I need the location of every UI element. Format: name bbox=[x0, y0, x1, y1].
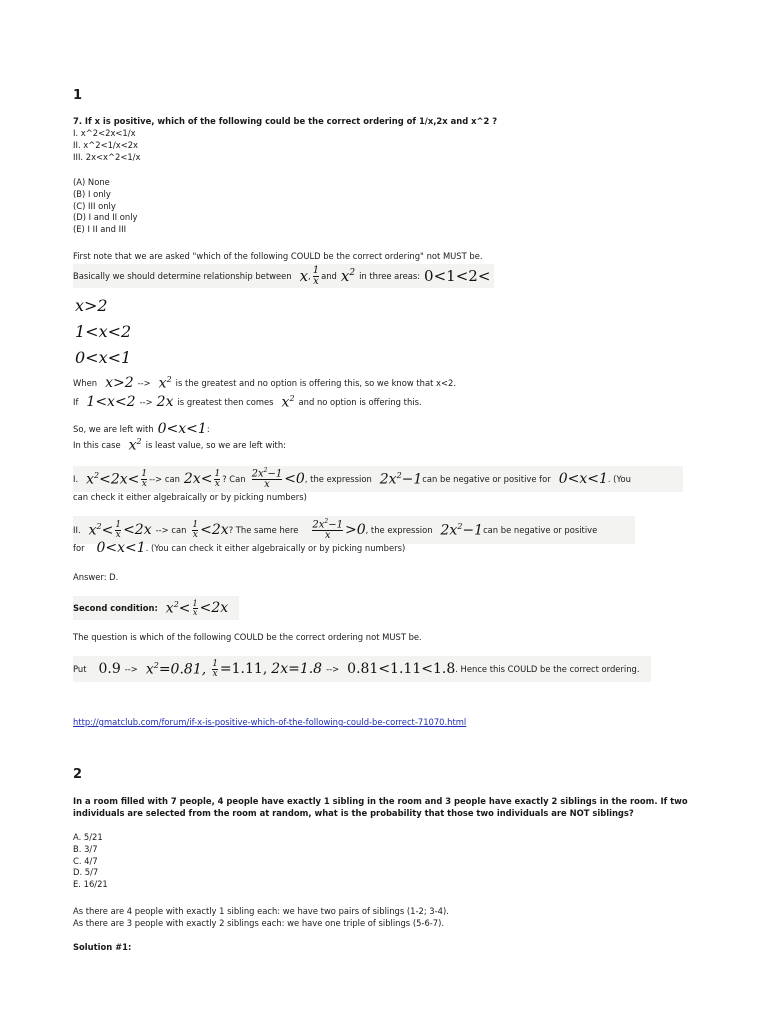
fraction-numerator: 1 bbox=[192, 519, 199, 530]
math-fraction bbox=[214, 470, 220, 489]
solution-heading: Solution #1: bbox=[73, 942, 132, 952]
math-fraction bbox=[193, 600, 198, 617]
put-line bbox=[73, 656, 651, 682]
relationship-line: Basically we should determine relationship between x , $\frac{1}{x}$ and $x^2$ in three areas: 0<1<2< bbox=[73, 264, 494, 288]
answer-text: Answer: D. bbox=[73, 572, 119, 582]
math-expression: $2x^2-1$ bbox=[440, 521, 484, 539]
fraction-numerator: $2x^2-1$ bbox=[251, 466, 283, 480]
fraction-denominator: x bbox=[212, 668, 218, 679]
math-condition: 0<x<1 bbox=[157, 421, 207, 437]
if-label: If bbox=[73, 397, 79, 408]
put-tail: . Hence this COULD be the correct ordering. bbox=[455, 664, 640, 674]
option-item: C. 4/7 bbox=[73, 855, 98, 866]
option-item: A. 5/21 bbox=[73, 832, 103, 842]
option-item: (D) I and II only bbox=[73, 212, 138, 223]
math-2x: 2x bbox=[156, 394, 174, 411]
option-item: B. 3/7 bbox=[73, 843, 98, 854]
math-x-squared: $x^2$ bbox=[340, 267, 356, 285]
option-item: D. 5/7 bbox=[73, 867, 99, 878]
question-text: 7. If x is positive, which of the following could be the correct ordering of 1/x,2x and x^2 ? bbox=[73, 116, 498, 126]
fraction-denominator: x bbox=[252, 479, 283, 490]
section-number: 2 bbox=[73, 767, 83, 782]
question-text bbox=[73, 796, 688, 820]
math-fraction bbox=[313, 266, 319, 287]
fraction-denominator: x bbox=[115, 529, 121, 540]
case-ii-label: II. bbox=[73, 525, 81, 535]
math-expression: 2x=1.8 bbox=[271, 661, 323, 677]
math-area: x>2 bbox=[75, 296, 108, 315]
same-text: ? The same here bbox=[228, 525, 299, 535]
case-line bbox=[73, 437, 286, 454]
fraction-numerator: 1 bbox=[192, 598, 198, 608]
fraction-denominator: x bbox=[192, 607, 198, 617]
options-list bbox=[73, 177, 138, 236]
options-list bbox=[73, 832, 108, 891]
explanation bbox=[73, 906, 449, 930]
math-expression: $x^2=0.81$, bbox=[145, 660, 207, 678]
statement-item: III. 2x<x^2<1/x bbox=[73, 151, 141, 162]
negpos-text: can be negative or positive for bbox=[422, 474, 551, 484]
math-fraction bbox=[141, 470, 147, 489]
forum-link[interactable]: http://gmatclub.com/forum/if-x-is-positive-which-of-the-following-could-be-correct-71070.html bbox=[73, 717, 467, 727]
math-x-squared: $x^2$ bbox=[158, 375, 172, 392]
if-text-post: and no option is offering this. bbox=[298, 397, 422, 408]
case-i-line bbox=[73, 466, 683, 492]
question-line: individuals are selected from the room at random, what is the probability that those two individuals are NOT siblings? bbox=[73, 807, 634, 818]
math-expression: <2x bbox=[199, 600, 229, 616]
fraction-numerator: 1 bbox=[312, 264, 320, 276]
math-expression: <2x bbox=[123, 522, 152, 538]
math-expression: =1.11, bbox=[219, 661, 268, 677]
case-ii-tail-line bbox=[73, 540, 405, 556]
fraction-denominator: x bbox=[141, 478, 147, 489]
math-value: 0.9 bbox=[98, 661, 121, 677]
when-text: is the greatest and no option is offering this, so we know that x<2. bbox=[175, 378, 456, 389]
when-label: When bbox=[73, 378, 98, 389]
math-areas-head: 0<1<2< bbox=[424, 267, 491, 285]
math-fraction bbox=[212, 660, 218, 679]
fraction-numerator: $2x^2-1$ bbox=[312, 517, 343, 531]
case-text-post: is least value, so we are left with: bbox=[145, 440, 286, 451]
math-expression: $x^2<$ bbox=[165, 599, 191, 617]
math-expression: 0.81<1.11<1.8 bbox=[347, 661, 456, 677]
case-i-tail: can check it either algebraically or by picking numbers) bbox=[73, 492, 307, 502]
relationship-text: Basically we should determine relationship between bbox=[73, 271, 292, 281]
statement-item: I. x^2<2x<1/x bbox=[73, 128, 136, 138]
when-line bbox=[73, 375, 456, 392]
put-label: Put bbox=[73, 664, 87, 674]
math-range: 0<x<1 bbox=[558, 471, 608, 487]
fraction-denominator: x bbox=[192, 529, 198, 540]
arrow-text: --> can bbox=[149, 474, 180, 484]
left-line: So, we are left with 0<x<1 : bbox=[73, 421, 210, 437]
math-area: 1<x<2 bbox=[75, 322, 132, 341]
math-fraction bbox=[252, 468, 283, 490]
math-x-squared: $x^2$ bbox=[281, 394, 295, 411]
if-line bbox=[73, 394, 422, 411]
math-expression: <0 bbox=[284, 471, 305, 487]
could-note: The question is which of the following COULD be the correct ordering not MUST be. bbox=[73, 632, 422, 642]
arrow-text: --> bbox=[139, 397, 153, 408]
note-paragraph: First note that we are asked "which of the following COULD be the correct ordering" not MUST be. bbox=[73, 251, 483, 261]
arrow-text: --> bbox=[137, 378, 151, 389]
math-fraction bbox=[192, 521, 198, 540]
arrow-text: --> bbox=[326, 664, 340, 674]
fraction-numerator: 1 bbox=[141, 468, 148, 479]
question-line: In a room filled with 7 people, 4 people have exactly 1 sibling in the room and 3 people have exactly 2 siblings in the room. If two bbox=[73, 796, 688, 806]
second-condition-line bbox=[73, 596, 239, 620]
math-x: x bbox=[299, 267, 309, 285]
statement-item: II. x^2<1/x<2x bbox=[73, 139, 138, 150]
negpos-text: can be negative or positive bbox=[483, 525, 598, 535]
can-text: ? Can bbox=[222, 474, 246, 484]
tail-text: . (You bbox=[607, 474, 631, 484]
explanation-line: As there are 4 people with exactly 1 sibling each: we have two pairs of siblings (1-2; 3-4). bbox=[73, 906, 449, 916]
relationship-post: in three areas: bbox=[359, 271, 421, 281]
math-expression: $x^2<$ bbox=[88, 521, 114, 539]
option-item: (A) None bbox=[73, 177, 110, 187]
arrow-text: --> bbox=[124, 664, 138, 674]
expression-text: , the expression bbox=[304, 474, 372, 484]
math-fraction bbox=[312, 519, 343, 541]
statement-list bbox=[73, 128, 140, 163]
option-item: E. 16/21 bbox=[73, 879, 108, 890]
math-expression: 2x< bbox=[183, 471, 213, 487]
math-x-squared: $x^2$ bbox=[128, 437, 142, 454]
for-text: for bbox=[73, 543, 85, 553]
fraction-denominator: x bbox=[214, 478, 220, 489]
math-expression: $2x^2-1$ bbox=[379, 470, 423, 488]
option-item: (E) I II and III bbox=[73, 224, 127, 235]
option-item: (C) III only bbox=[73, 200, 116, 211]
expression-text: , the expression bbox=[365, 525, 433, 535]
math-range: 0<x<1 bbox=[96, 540, 146, 556]
fraction-numerator: 1 bbox=[115, 519, 122, 530]
math-expression: <2x bbox=[200, 522, 229, 538]
fraction-numerator: 1 bbox=[212, 658, 218, 669]
arrow-text: --> can bbox=[155, 525, 187, 535]
fraction-denominator: x bbox=[313, 275, 319, 287]
second-condition-label: Second condition: bbox=[73, 603, 158, 613]
tail-text: . (You can check it either algebraically or by picking numbers) bbox=[145, 543, 406, 553]
fraction-numerator: 1 bbox=[214, 468, 221, 479]
explanation-line: As there are 3 people with exactly 2 siblings each: we have one triple of siblings (5-6-7). bbox=[73, 917, 445, 928]
section-number: 1 bbox=[73, 88, 83, 103]
case-text: In this case bbox=[73, 440, 121, 451]
math-expression: $x^2<2x<$ bbox=[86, 470, 140, 488]
math-area: 0<x<1 bbox=[75, 348, 132, 367]
case-i-label: I. bbox=[73, 474, 79, 484]
fraction-denominator: x bbox=[312, 530, 343, 541]
math-expression: >0 bbox=[344, 522, 366, 538]
math-fraction bbox=[115, 521, 121, 540]
if-text: is greatest then comes bbox=[177, 397, 274, 408]
math-condition: 1<x<2 bbox=[86, 394, 136, 411]
and-text: and bbox=[321, 271, 337, 281]
left-text: So, we are left with bbox=[73, 424, 154, 434]
math-condition: x>2 bbox=[105, 375, 134, 392]
option-item: (B) I only bbox=[73, 188, 111, 199]
